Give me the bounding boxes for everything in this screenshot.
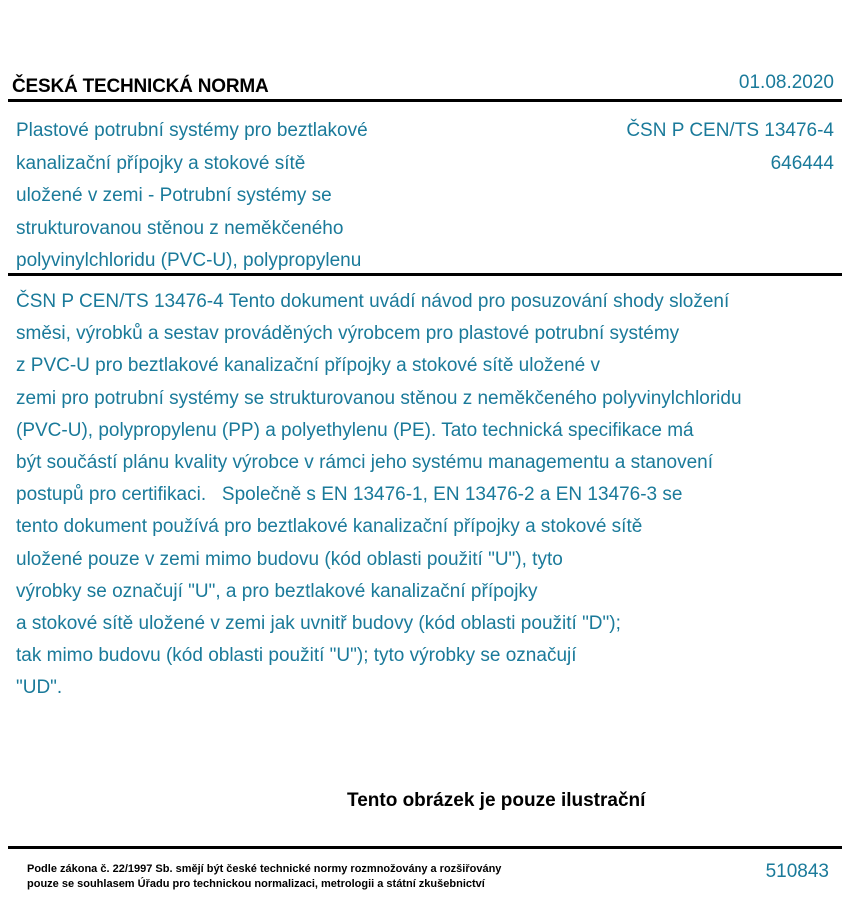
abstract-line: tento dokument používá pro beztlakové kanalizační přípojky a stokové sítě	[16, 516, 643, 538]
footer-legal-line: pouze se souhlasem Úřadu pro technickou normalizaci, metrologii a státní zkušebnictví	[27, 878, 485, 890]
abstract-line: být součástí plánu kvality výrobce v rámci jeho systému managementu a stanovení	[16, 452, 714, 474]
title-rule	[8, 273, 842, 276]
abstract-line: uložené pouze v zemi mimo budovu (kód oblasti použití "U"), tyto	[16, 548, 563, 570]
abstract-line: tak mimo budovu (kód oblasti použití "U"); tyto výrobky se označují	[16, 645, 577, 667]
header-rule	[8, 99, 842, 102]
abstract-line: ČSN P CEN/TS 13476-4 Tento dokument uvádí návod pro posuzování shody složení	[16, 291, 730, 312]
abstract-line: z PVC-U pro beztlakové kanalizační přípojky a stokové sítě uložené v	[16, 355, 601, 377]
abstract	[16, 286, 846, 705]
standard-title	[16, 115, 436, 278]
class-number: 646444	[770, 152, 834, 174]
footer-legal-line: Podle zákona č. 22/1997 Sb. smějí být české technické normy rozmnožovány a rozšiřovány	[27, 863, 502, 875]
abstract-line: a stokové sítě uložené v zemi jak uvnitř budovy (kód oblasti použití "D");	[16, 613, 621, 635]
abstract-line: směsi, výrobků a sestav prováděných výrobcem pro plastové potrubní systémy	[16, 323, 680, 345]
abstract-line: postupů pro certifikaci. Společně s EN 13476-1, EN 13476-2 a EN 13476-3 se	[16, 484, 683, 506]
document-id: 510843	[765, 861, 829, 882]
abstract-line: výrobky se označují "U", a pro beztlakové kanalizační přípojky	[16, 580, 538, 602]
abstract-line: zemi pro potrubní systémy se strukturovanou stěnou z neměkčeného polyvinylchloridu	[16, 387, 742, 409]
footer-rule	[8, 846, 842, 849]
abstract-line: (PVC-U), polypropylenu (PP) a polyethylenu (PE). Tato technická specifikace má	[16, 419, 694, 441]
footer-legal-notice	[27, 862, 501, 892]
standard-title-line: strukturovanou stěnou z neměkčeného	[16, 217, 344, 239]
publication-date: 01.08.2020	[738, 72, 834, 93]
illustration-note: Tento obrázek je pouze ilustrační	[347, 790, 646, 811]
standard-designation: ČSN P CEN/TS 13476-4	[626, 120, 834, 141]
standard-designation-block	[626, 115, 834, 180]
standard-title-line: uložené v zemi - Potrubní systémy se	[16, 185, 332, 206]
standard-title-line: kanalizační přípojky a stokové sítě	[16, 152, 306, 174]
standard-title-line: polyvinylchloridu (PVC-U), polypropylenu	[16, 250, 362, 271]
abstract-line: "UD".	[16, 677, 63, 699]
page-header-title: ČESKÁ TECHNICKÁ NORMA	[12, 76, 269, 97]
standard-title-line: Plastové potrubní systémy pro beztlakové	[16, 120, 368, 141]
